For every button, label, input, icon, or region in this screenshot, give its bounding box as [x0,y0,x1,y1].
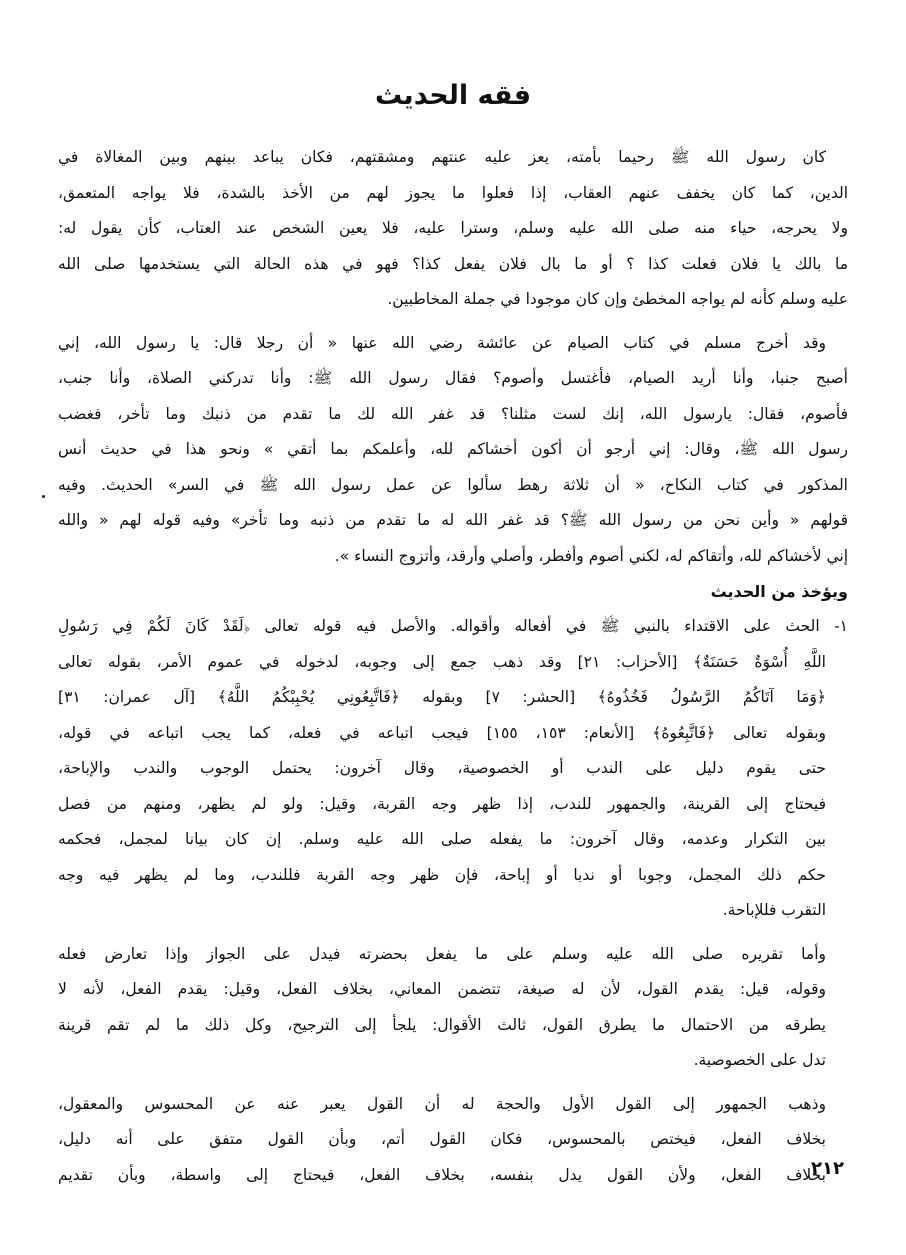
text-line: قولهم « وأين نحن من رسول الله ﷺ؟ قد غفر الله له ما تقدم من ذنبه وما تأخر» وفيه قوله لهم « والله [58,511,848,529]
text-line: تدل على الخصوصية. [693,1051,826,1069]
paragraph-mercy [58,140,848,318]
page-title: فقه الحديث [374,80,532,111]
text-line: ﴿وَمَا آتَاكُمُ الرَّسُولُ فَخُذُوهُ﴾ [الحشر: ٧] وبقوله ﴿فَاتَّبِعُونِي يُحْبِبْكُمُ اللَّهُ﴾ [آل عمران: ٣١] [58,688,826,706]
text-line: رسول الله ﷺ، وقال: إني أرجو أن أكون أخشاكم لله، وأعلمكم بما أتقي » ونحو هذا في حديث أنس [58,440,848,458]
text-line: الدين، كما كان يخفف عنهم العقاب، إذا فعلوا ما يجوز لهم من الأخذ بالشدة، فلا يواجه المتعمق، [58,183,848,202]
text-line: اللَّهِ أُسْوَةٌ حَسَنَةٌ﴾ [الأحزاب: ٢١] وقد ذهب جمع إلى وجوبه، لدخوله في عموم الأمر، بقوله تعالى [58,652,826,671]
text-line: وذهب الجمهور إلى القول الأول والحجة له أن القول يعبر عنه عن المحسوس والمعقول، [58,1094,826,1113]
page-number: ٢١٢ [811,1158,844,1179]
text-line: المذكور في كتاب النكاح، « أن ثلاثة رهط سألوا عن عمل رسول الله ﷺ في السر» الحديث. وفيه [58,475,848,494]
paragraph-jumhur [58,1087,848,1194]
page-body [58,140,848,1193]
text-line: يطرقه من الاحتمال ما يطرق القول، ثالث الأقوال: يلجأ إلى الترجيح، وكل ذلك ما لم تقم قرينة [58,1015,826,1034]
text-line: كان رسول الله ﷺ رحيما بأمته، يعز عليه عنتهم ومشقتهم، فكان يباعد بينهم وبين المغالاة في [58,148,826,166]
text-line: وقوله، قيل: يقدم القول، لأن له صيغة، تتضمن المعاني، بخلاف الفعل، وقيل: يقدم الفعل، لأنه لا [58,980,826,998]
text-line: حكم ذلك المجمل، وجوبا أو ندبا أو إباحة، فإن ظهر وجه القربة فللندب، وما لم يظهر فيه وجه [58,865,826,884]
text-line: التقرب فللإباحة. [722,901,826,919]
text-line: أصبح جنبا، وأنا أريد الصيام، فأغتسل وأصوم؟ فقال رسول الله ﷺ: وأنا تدركني الصلاة، وأنا جنب، [58,369,848,387]
text-line: حتى يقوم دليل على الندب أو الخصوصية، وقال آخرون: يحتمل الوجوب والندب والإباحة، [58,759,826,777]
text-line: ولا يحرجه، حياء منه صلى الله عليه وسلم، وسترا عليه، فلا يعين الشخص عند العتاب، كأن يقول له: [58,219,848,237]
section-heading: ويؤخذ من الحديث [710,582,848,601]
paragraph-muslim-hadith [58,326,848,575]
text-line: فأصوم، فقال: يارسول الله، إنك لست مثلنا؟ قد غفر الله لك ما تقدم من ذنبك وما تأخر، فغضب [58,404,848,423]
text-line: بخلاف الفعل، فيختص بالمحسوس، فكان القول أتم، وبأن القول متفق على أنه دليل، [58,1130,826,1148]
text-line: ١- الحث على الاقتداء بالنبي ﷺ في أفعاله وأقواله. والأصل فيه قوله تعالى ﴿لَقَدْ كَانَ لَكُمْ فِي رَسُولِ [58,617,848,635]
text-line: إني لأخشاكم لله، وأتقاكم له، لكني أصوم وأفطر، وأصلي وأرقد، وأتزوج النساء ». [334,546,848,565]
text-line: بخلاف الفعل، ولأن القول يدل بنفسه، بخلاف الفعل، فيحتاج إلى واسطة، وبأن تقديم [58,1165,826,1184]
text-line: عليه وسلم كأنه لم يواجه المخطئ وإن كان موجودا في جملة المخاطبين. [387,290,848,308]
text-line: وقد أخرج مسلم في كتاب الصيام عن عائشة رضي الله عنها « أن رجلا قال: يا رسول الله، إني [58,333,826,352]
scan-speck [42,495,45,498]
text-line: بين التكرار وعدمه، وقال آخرون: ما يفعله صلى الله عليه وسلم. إن كان بيانا لمجمل، فحكمه [58,830,826,848]
numbered-item-1 [58,609,848,929]
text-line: ما بالك يا فلان فعلت كذا ؟ أو ما بال فلان يفعل كذا؟ فهو في هذه الحالة التي يستخدمها صلى الله [58,254,848,273]
text-line: فيحتاج إلى القرينة، والجمهور للندب، إذا ظهر وجه القربة، وقيل: ولو لم يظهر، ومنهم من فصل [58,794,826,813]
paragraph-taqrir [58,937,848,1079]
text-line: وأما تقريره صلى الله عليه وسلم على ما يفعل بحضرته فيدل على الجواز وإذا تعارض فعله [58,944,826,963]
text-line: وبقوله تعالى ﴿فَاتَّبِعُوهُ﴾ [الأنعام: ١٥٣، ١٥٥] فيجب اتباعه في فعله، كما يجب اتباعه في قوله، [58,723,826,742]
